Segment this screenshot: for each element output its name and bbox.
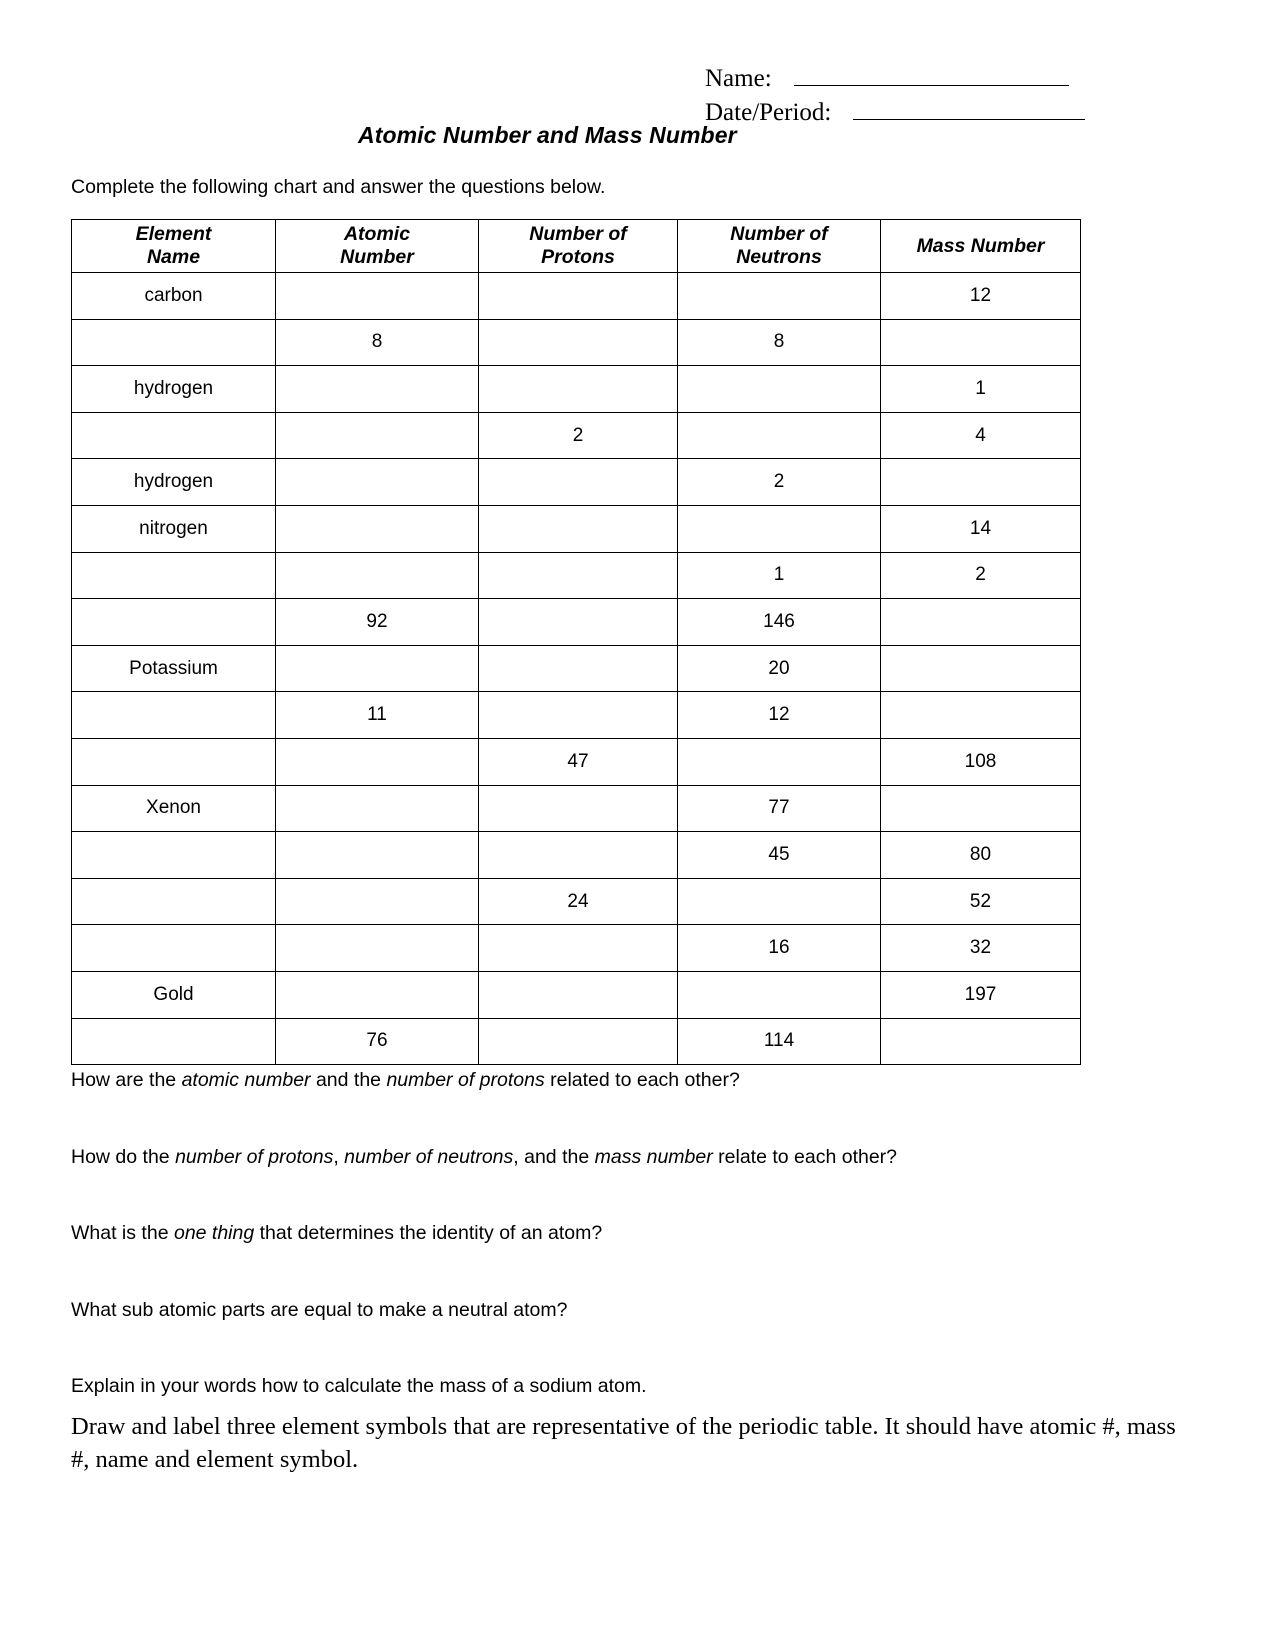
table-cell-value[interactable]: 32 [881,925,1081,972]
date-field-row [705,96,1085,130]
table-cell-value[interactable]: 1 [881,366,1081,413]
table-row [72,505,1081,552]
table-cell-value[interactable]: 52 [881,878,1081,925]
table-cell-value[interactable]: 2 [881,552,1081,599]
table-cell-blank[interactable] [881,599,1081,646]
table-cell-blank[interactable] [276,645,479,692]
table-cell-value[interactable]: 2 [479,412,678,459]
question-1 [71,1068,1191,1092]
table-row [72,832,1081,879]
table-row [72,878,1081,925]
question-text: , and the [513,1145,595,1168]
table-cell-value[interactable]: 12 [678,692,881,739]
table-cell-blank[interactable] [276,878,479,925]
table-cell-value[interactable]: hydrogen [72,459,276,506]
question-emphasis: one thing [173,1222,255,1244]
question-text: How are the [71,1069,182,1091]
question-emphasis: mass number [594,1145,713,1168]
table-cell-blank[interactable] [276,552,479,599]
column-header-line2: Neutrons [736,246,822,268]
table-cell-blank[interactable] [276,738,479,785]
table-cell-blank[interactable] [479,505,678,552]
table-cell-blank[interactable] [276,505,479,552]
table-cell-blank[interactable] [678,878,881,925]
table-cell-blank[interactable] [881,1018,1081,1065]
question-text: related to each other? [544,1069,740,1091]
table-cell-value[interactable]: 8 [678,319,881,366]
column-header-line1: Element [135,223,212,245]
table-row [72,319,1081,366]
table-cell-blank[interactable] [479,785,678,832]
table-cell-value[interactable]: 47 [479,738,678,785]
table-cell-blank[interactable] [678,738,881,785]
question-emphasis: number of protons [175,1145,334,1168]
table-cell-blank[interactable] [678,412,881,459]
table-cell-blank[interactable] [881,645,1081,692]
table-cell-value[interactable]: 2 [678,459,881,506]
table-cell-value[interactable]: 24 [479,878,678,925]
question-emphasis: number of neutrons [344,1145,514,1168]
table-cell-value[interactable]: 45 [678,832,881,879]
table-cell-blank[interactable] [479,319,678,366]
question-5 [71,1374,1191,1398]
date-period-write-line[interactable] [853,99,1085,120]
table-cell-blank[interactable] [479,366,678,413]
question-text: that determines the identity of an atom? [254,1222,603,1244]
table-row [72,599,1081,646]
table-cell-blank[interactable] [479,273,678,320]
table-cell-value[interactable]: 108 [881,738,1081,785]
table-cell-blank[interactable] [72,925,276,972]
page-title: Atomic Number and Mass Number [358,122,737,148]
question-emphasis: atomic number [181,1069,311,1091]
column-header-line1: Number of [730,223,828,245]
table-cell-value[interactable]: 146 [678,599,881,646]
table-cell-blank[interactable] [678,971,881,1018]
table-cell-blank[interactable] [479,971,678,1018]
table-cell-value[interactable]: 77 [678,785,881,832]
table-cell-value[interactable]: Xenon [72,785,276,832]
question-emphasis: number of protons [386,1069,545,1091]
column-header-line1: Atomic [343,223,411,245]
table-header-row [72,220,1081,273]
question-text: How do the [71,1145,176,1168]
table-cell-value[interactable]: 11 [276,692,479,739]
column-header-line1: Number of [529,223,627,245]
question-text: , [333,1145,345,1168]
table-cell-blank[interactable] [678,366,881,413]
table-cell-value[interactable]: 14 [881,505,1081,552]
table-cell-value[interactable]: 114 [678,1018,881,1065]
table-cell-blank[interactable] [479,925,678,972]
questions-list [71,1068,1191,1451]
question-text: What is the [71,1222,174,1244]
table-row [72,738,1081,785]
table-cell-blank[interactable] [276,785,479,832]
table-cell-blank[interactable] [72,412,276,459]
table-row [72,412,1081,459]
table-cell-blank[interactable] [479,552,678,599]
question-4 [71,1298,1191,1322]
table-cell-value[interactable]: 12 [881,273,1081,320]
element-chart-table [71,219,1081,1065]
table-row [72,552,1081,599]
question-text: What sub atomic parts are equal to make a neutral atom? [71,1298,568,1321]
table-cell-blank[interactable] [881,459,1081,506]
table-cell-value[interactable]: 92 [276,599,479,646]
table-cell-value[interactable]: hydrogen [72,366,276,413]
column-header-line2: Number [340,246,414,268]
column-header-4 [881,220,1081,273]
table-cell-value[interactable]: carbon [72,273,276,320]
column-header-line2: Protons [541,246,615,268]
column-header-3 [678,220,881,273]
question-2 [71,1145,1191,1169]
date-period-label: Date/Period: [705,99,832,126]
table-cell-blank[interactable] [479,645,678,692]
table-row [72,971,1081,1018]
table-cell-value[interactable]: Potassium [72,645,276,692]
table-cell-blank[interactable] [72,319,276,366]
name-write-line[interactable] [794,65,1069,86]
table-cell-blank[interactable] [72,599,276,646]
question-text: relate to each other? [712,1145,898,1168]
table-cell-value[interactable]: 16 [678,925,881,972]
name-label: Name: [705,65,772,92]
table-row [72,459,1081,506]
table-cell-blank[interactable] [479,599,678,646]
table-cell-value[interactable]: 1 [678,552,881,599]
column-header-2 [479,220,678,273]
header-fields [705,62,1085,130]
table-row [72,273,1081,320]
table-cell-value[interactable]: 197 [881,971,1081,1018]
question-3 [71,1221,1191,1245]
table-cell-blank[interactable] [72,1018,276,1065]
table-row [72,1018,1081,1065]
name-field-row [705,62,1085,96]
table-cell-blank[interactable] [276,273,479,320]
table-cell-blank[interactable] [276,832,479,879]
table-cell-value[interactable]: 80 [881,832,1081,879]
closing-prompt: Draw and label three element symbols that are representative of the periodic table. It should have atomic #, mass #, name and element symbol. [71,1413,1176,1473]
question-text: and the [310,1069,387,1091]
table-cell-blank[interactable] [276,971,479,1018]
table-cell-blank[interactable] [479,459,678,506]
table-cell-blank[interactable] [72,692,276,739]
table-cell-blank[interactable] [72,552,276,599]
column-header-line2: Name [146,246,201,268]
table-cell-blank[interactable] [72,878,276,925]
element-chart-container [71,219,1080,1065]
table-cell-value[interactable]: nitrogen [72,505,276,552]
table-cell-blank[interactable] [881,319,1081,366]
table-cell-blank[interactable] [479,832,678,879]
table-row [72,366,1081,413]
instruction-text: Complete the following chart and answer the questions below. [71,176,606,198]
table-row [72,645,1081,692]
table-cell-blank[interactable] [678,273,881,320]
table-cell-value[interactable]: Gold [72,971,276,1018]
table-cell-value[interactable]: 4 [881,412,1081,459]
table-cell-value[interactable]: 20 [678,645,881,692]
table-cell-blank[interactable] [881,785,1081,832]
table-cell-blank[interactable] [276,925,479,972]
table-row [72,692,1081,739]
table-cell-blank[interactable] [72,832,276,879]
table-cell-blank[interactable] [479,1018,678,1065]
column-header-0 [72,220,276,273]
column-header-line1: Mass Number [916,234,1045,257]
table-row [72,785,1081,832]
table-cell-value[interactable]: 76 [276,1018,479,1065]
table-cell-blank[interactable] [276,412,479,459]
table-cell-value[interactable]: 8 [276,319,479,366]
table-cell-blank[interactable] [881,692,1081,739]
table-cell-blank[interactable] [678,505,881,552]
column-header-1 [276,220,479,273]
table-row [72,925,1081,972]
table-cell-blank[interactable] [479,692,678,739]
question-text: Explain in your words how to calculate the mass of a sodium atom. [71,1375,647,1397]
table-cell-blank[interactable] [72,738,276,785]
table-cell-blank[interactable] [276,366,479,413]
table-cell-blank[interactable] [276,459,479,506]
